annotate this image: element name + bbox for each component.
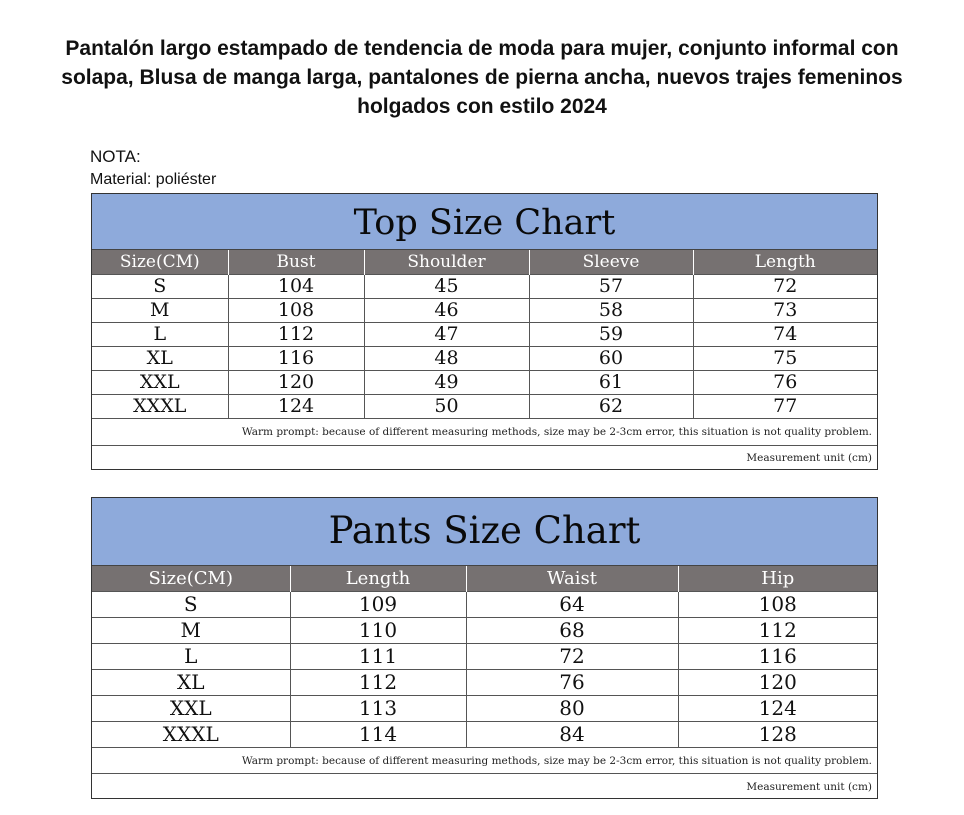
table-cell: S: [92, 275, 228, 299]
table-cell: 47: [364, 323, 529, 347]
table-cell: XL: [92, 670, 290, 696]
material-info: Material: poliéster: [90, 171, 217, 188]
table-cell: 64: [466, 592, 678, 618]
table-cell: 124: [678, 696, 877, 722]
table-cell: 68: [466, 618, 678, 644]
table-cell: 60: [529, 347, 693, 371]
table-cell: 120: [678, 670, 877, 696]
column-header: Waist: [466, 566, 678, 592]
column-header: Sleeve: [529, 250, 693, 275]
table-row: [92, 275, 877, 299]
pants-chart-title: Pants Size Chart: [92, 498, 877, 566]
table-cell: 50: [364, 395, 529, 419]
table-cell: 49: [364, 371, 529, 395]
table-cell: 110: [290, 618, 466, 644]
table-cell: 73: [693, 299, 877, 323]
top-chart-title: Top Size Chart: [92, 194, 877, 250]
table-cell: 114: [290, 722, 466, 748]
pants-size-chart: [91, 497, 878, 799]
table-cell: 72: [466, 644, 678, 670]
table-cell: 112: [290, 670, 466, 696]
table-row: [92, 696, 877, 722]
table-cell: L: [92, 644, 290, 670]
table-cell: 116: [228, 347, 364, 371]
page-title: Pantalón largo estampado de tendencia de moda para mujer, conjunto informal con solapa, Blusa de manga larga, pantalones de pierna ancha, nuevos trajes femeninos holgados con estilo 2024: [61, 37, 903, 118]
table-cell: L: [92, 323, 228, 347]
table-cell: 108: [678, 592, 877, 618]
table-cell: 61: [529, 371, 693, 395]
column-header: Length: [290, 566, 466, 592]
table-cell: 108: [228, 299, 364, 323]
table-row: [92, 670, 877, 696]
warm-prompt-note: Warm prompt: because of different measuring methods, size may be 2-3cm error, this situation is not quality problem.: [92, 747, 877, 773]
table-cell: 57: [529, 275, 693, 299]
table-row: [92, 395, 877, 419]
column-header: Length: [693, 250, 877, 275]
column-header: Size(CM): [92, 250, 228, 275]
table-cell: 124: [228, 395, 364, 419]
table-cell: XXL: [92, 371, 228, 395]
table-cell: 112: [228, 323, 364, 347]
table-row: [92, 347, 877, 371]
measurement-unit-note: Measurement unit (cm): [92, 773, 877, 800]
table-cell: XL: [92, 347, 228, 371]
table-cell: 113: [290, 696, 466, 722]
table-cell: 62: [529, 395, 693, 419]
table-row: [92, 371, 877, 395]
table-cell: XXL: [92, 696, 290, 722]
table-cell: M: [92, 299, 228, 323]
table-row: [92, 722, 877, 748]
column-header: Bust: [228, 250, 364, 275]
table-cell: 84: [466, 722, 678, 748]
table-cell: 109: [290, 592, 466, 618]
table-cell: XXXL: [92, 722, 290, 748]
pants-size-table: [92, 566, 877, 747]
measurement-unit-note: Measurement unit (cm): [92, 445, 877, 469]
table-header-row: [92, 566, 877, 592]
column-header: Hip: [678, 566, 877, 592]
table-cell: XXXL: [92, 395, 228, 419]
table-cell: 80: [466, 696, 678, 722]
table-cell: 72: [693, 275, 877, 299]
table-cell: 75: [693, 347, 877, 371]
table-row: [92, 618, 877, 644]
table-cell: 45: [364, 275, 529, 299]
table-cell: 76: [466, 670, 678, 696]
table-cell: 112: [678, 618, 877, 644]
table-cell: 48: [364, 347, 529, 371]
column-header: Shoulder: [364, 250, 529, 275]
table-cell: 111: [290, 644, 466, 670]
top-size-chart: [91, 193, 878, 470]
table-row: [92, 323, 877, 347]
table-cell: S: [92, 592, 290, 618]
table-cell: 74: [693, 323, 877, 347]
table-cell: 59: [529, 323, 693, 347]
table-row: [92, 592, 877, 618]
table-cell: 128: [678, 722, 877, 748]
table-row: [92, 299, 877, 323]
table-cell: 76: [693, 371, 877, 395]
table-header-row: [92, 250, 877, 275]
table-cell: 116: [678, 644, 877, 670]
table-cell: 104: [228, 275, 364, 299]
table-cell: 46: [364, 299, 529, 323]
table-cell: 58: [529, 299, 693, 323]
warm-prompt-note: Warm prompt: because of different measuring methods, size may be 2-3cm error, this situation is not quality problem.: [92, 418, 877, 445]
table-cell: M: [92, 618, 290, 644]
top-size-table: [92, 250, 877, 418]
table-cell: 77: [693, 395, 877, 419]
note-label: NOTA:: [90, 147, 141, 166]
column-header: Size(CM): [92, 566, 290, 592]
table-row: [92, 644, 877, 670]
table-cell: 120: [228, 371, 364, 395]
